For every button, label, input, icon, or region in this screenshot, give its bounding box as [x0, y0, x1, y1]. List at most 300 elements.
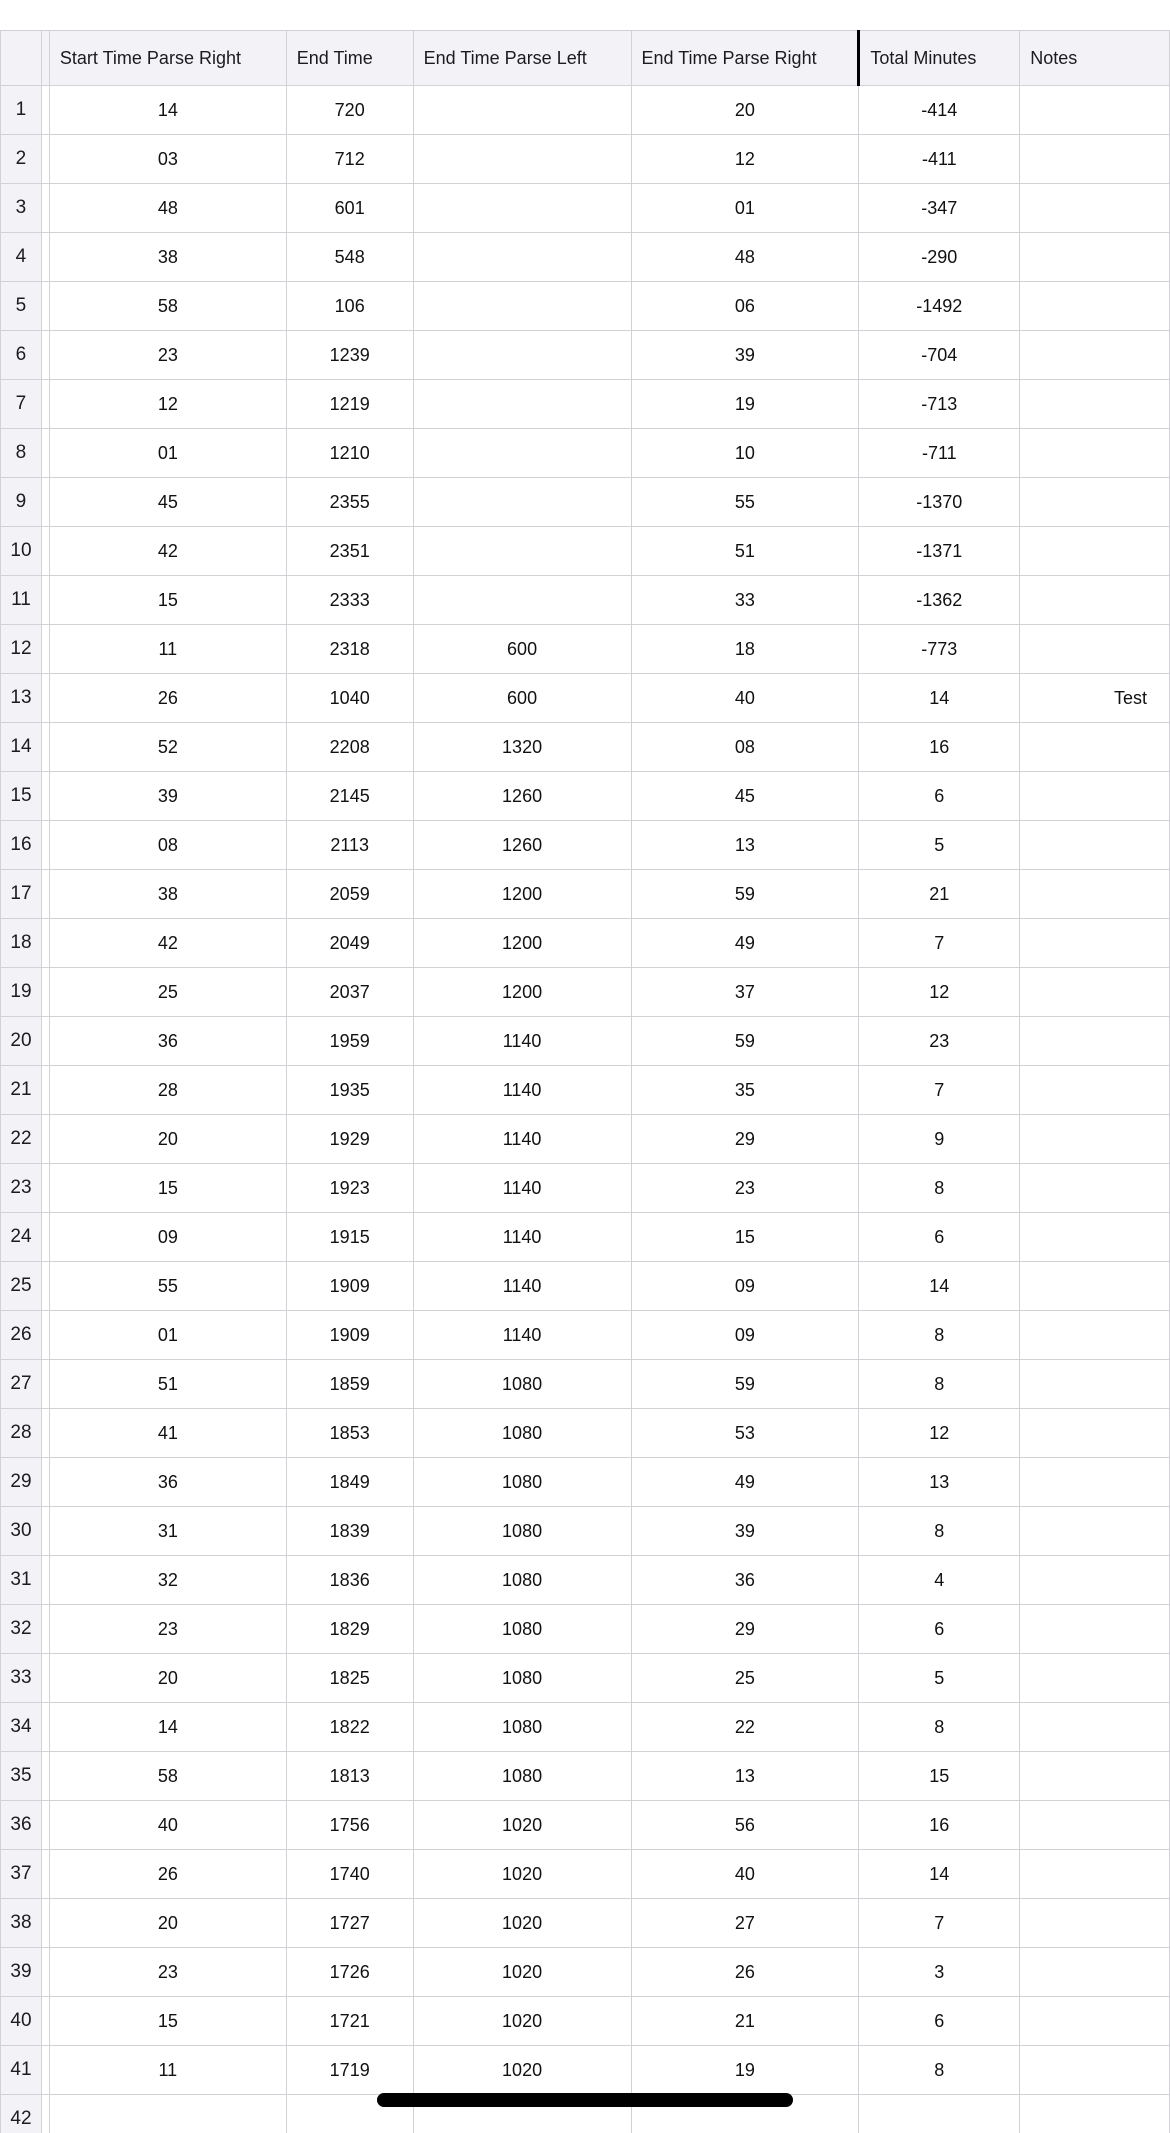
cell-notes[interactable] [1020, 1556, 1170, 1605]
cell-end-time[interactable]: 1959 [286, 1017, 413, 1066]
cell-total-minutes[interactable]: 7 [859, 1066, 1020, 1115]
cell-start-time-parse-right[interactable]: 03 [49, 135, 286, 184]
cell-end-time[interactable]: 1853 [286, 1409, 413, 1458]
cell-notes[interactable] [1020, 380, 1170, 429]
row-header[interactable]: 27 [1, 1360, 42, 1409]
cell-end-time[interactable]: 720 [286, 86, 413, 135]
row-header[interactable]: 16 [1, 821, 42, 870]
cell-notes[interactable] [1020, 1360, 1170, 1409]
table-row[interactable] [1, 1311, 1170, 1360]
cell-notes[interactable] [1020, 1213, 1170, 1262]
cell-end-time-parse-right[interactable]: 21 [631, 1997, 859, 2046]
cell-total-minutes[interactable]: 8 [859, 1507, 1020, 1556]
cell-end-time-parse-right[interactable]: 26 [631, 1948, 859, 1997]
cell-total-minutes[interactable]: 7 [859, 919, 1020, 968]
cell-total-minutes[interactable]: 7 [859, 1899, 1020, 1948]
cell-end-time-parse-right[interactable]: 06 [631, 282, 859, 331]
cell-start-time-parse-right[interactable]: 28 [49, 1066, 286, 1115]
row-header[interactable]: 28 [1, 1409, 42, 1458]
cell-end-time-parse-left[interactable]: 1080 [413, 1360, 631, 1409]
cell-start-time-parse-right[interactable]: 58 [49, 282, 286, 331]
cell-start-time-parse-right[interactable]: 12 [49, 380, 286, 429]
cell-end-time[interactable]: 601 [286, 184, 413, 233]
cell-end-time-parse-right[interactable]: 10 [631, 429, 859, 478]
cell-end-time-parse-right[interactable]: 22 [631, 1703, 859, 1752]
cell-end-time-parse-left[interactable]: 1080 [413, 1654, 631, 1703]
cell-end-time-parse-left[interactable]: 1080 [413, 1703, 631, 1752]
cell-start-time-parse-right[interactable]: 36 [49, 1017, 286, 1066]
cell-end-time-parse-right[interactable]: 19 [631, 2046, 859, 2095]
cell-end-time[interactable]: 1756 [286, 1801, 413, 1850]
table-row[interactable] [1, 772, 1170, 821]
cell-notes[interactable] [1020, 1605, 1170, 1654]
cell-start-time-parse-right[interactable]: 23 [49, 1948, 286, 1997]
cell-end-time-parse-right[interactable]: 09 [631, 1262, 859, 1311]
row-header[interactable]: 22 [1, 1115, 42, 1164]
table-row[interactable] [1, 1997, 1170, 2046]
cell-end-time-parse-left[interactable]: 1020 [413, 1899, 631, 1948]
table-row[interactable] [1, 1213, 1170, 1262]
table-row[interactable] [1, 674, 1170, 723]
cell-end-time-parse-left[interactable] [413, 429, 631, 478]
cell-total-minutes[interactable]: -1371 [859, 527, 1020, 576]
cell-total-minutes[interactable]: 5 [859, 1654, 1020, 1703]
cell-total-minutes[interactable]: 16 [859, 723, 1020, 772]
row-header[interactable]: 24 [1, 1213, 42, 1262]
cell-end-time[interactable]: 548 [286, 233, 413, 282]
cell-notes[interactable]: Test [1020, 674, 1170, 723]
column-header-start-time-parse-right[interactable]: Start Time Parse Right [49, 31, 286, 86]
cell-notes[interactable] [1020, 1507, 1170, 1556]
row-header[interactable]: 9 [1, 478, 42, 527]
cell-start-time-parse-right[interactable]: 55 [49, 1262, 286, 1311]
row-header[interactable]: 33 [1, 1654, 42, 1703]
cell-total-minutes[interactable]: 6 [859, 1213, 1020, 1262]
cell-end-time-parse-left[interactable] [413, 380, 631, 429]
table-row[interactable] [1, 331, 1170, 380]
cell-start-time-parse-right[interactable]: 23 [49, 331, 286, 380]
cell-end-time-parse-left[interactable]: 1080 [413, 1409, 631, 1458]
row-header[interactable]: 4 [1, 233, 42, 282]
cell-start-time-parse-right[interactable]: 38 [49, 870, 286, 919]
cell-end-time-parse-left[interactable]: 1080 [413, 1752, 631, 1801]
table-row[interactable] [1, 2046, 1170, 2095]
cell-start-time-parse-right[interactable]: 20 [49, 1899, 286, 1948]
cell-notes[interactable] [1020, 86, 1170, 135]
table-row[interactable] [1, 1899, 1170, 1948]
cell-total-minutes[interactable]: 5 [859, 821, 1020, 870]
table-row[interactable] [1, 1752, 1170, 1801]
cell-end-time[interactable]: 1813 [286, 1752, 413, 1801]
cell-end-time-parse-right[interactable]: 51 [631, 527, 859, 576]
cell-end-time[interactable]: 2049 [286, 919, 413, 968]
cell-end-time[interactable]: 1822 [286, 1703, 413, 1752]
cell-start-time-parse-right[interactable]: 20 [49, 1654, 286, 1703]
cell-end-time-parse-right[interactable]: 18 [631, 625, 859, 674]
cell-notes[interactable] [1020, 1703, 1170, 1752]
cell-notes[interactable] [1020, 1752, 1170, 1801]
table-row[interactable] [1, 1409, 1170, 1458]
table-row[interactable] [1, 233, 1170, 282]
cell-notes[interactable] [1020, 1164, 1170, 1213]
cell-end-time-parse-left[interactable]: 1200 [413, 870, 631, 919]
cell-notes[interactable] [1020, 1458, 1170, 1507]
cell-total-minutes[interactable]: -411 [859, 135, 1020, 184]
row-header[interactable]: 17 [1, 870, 42, 919]
cell-end-time-parse-right[interactable]: 56 [631, 1801, 859, 1850]
row-header[interactable]: 20 [1, 1017, 42, 1066]
cell-end-time[interactable]: 1726 [286, 1948, 413, 1997]
cell-end-time-parse-left[interactable]: 1140 [413, 1017, 631, 1066]
cell-end-time-parse-right[interactable]: 29 [631, 1115, 859, 1164]
cell-end-time-parse-right[interactable]: 53 [631, 1409, 859, 1458]
cell-total-minutes[interactable]: 15 [859, 1752, 1020, 1801]
row-header[interactable]: 31 [1, 1556, 42, 1605]
row-header[interactable]: 12 [1, 625, 42, 674]
cell-end-time-parse-left[interactable]: 1200 [413, 919, 631, 968]
cell-notes[interactable] [1020, 772, 1170, 821]
select-all-corner[interactable] [1, 31, 42, 86]
cell-total-minutes[interactable]: 8 [859, 1703, 1020, 1752]
cell-notes[interactable] [1020, 821, 1170, 870]
cell-end-time-parse-right[interactable]: 01 [631, 184, 859, 233]
cell-notes[interactable] [1020, 1017, 1170, 1066]
cell-start-time-parse-right[interactable]: 45 [49, 478, 286, 527]
cell-end-time-parse-right[interactable]: 45 [631, 772, 859, 821]
cell-total-minutes[interactable]: -1362 [859, 576, 1020, 625]
cell-end-time[interactable]: 1915 [286, 1213, 413, 1262]
cell-end-time-parse-right[interactable]: 55 [631, 478, 859, 527]
cell-end-time-parse-right[interactable]: 15 [631, 1213, 859, 1262]
row-header[interactable]: 7 [1, 380, 42, 429]
row-header[interactable]: 5 [1, 282, 42, 331]
cell-total-minutes[interactable]: 3 [859, 1948, 1020, 1997]
cell-end-time-parse-right[interactable]: 09 [631, 1311, 859, 1360]
cell-total-minutes[interactable]: 4 [859, 1556, 1020, 1605]
cell-total-minutes[interactable]: -704 [859, 331, 1020, 380]
table-row[interactable] [1, 1066, 1170, 1115]
cell-end-time-parse-right[interactable]: 39 [631, 331, 859, 380]
cell-notes[interactable] [1020, 1850, 1170, 1899]
cell-total-minutes[interactable]: 8 [859, 1360, 1020, 1409]
cell-end-time-parse-right[interactable]: 40 [631, 674, 859, 723]
cell-notes[interactable] [1020, 282, 1170, 331]
cell-total-minutes[interactable]: 14 [859, 1850, 1020, 1899]
cell-end-time[interactable]: 2113 [286, 821, 413, 870]
cell-notes[interactable] [1020, 576, 1170, 625]
cell-start-time-parse-right[interactable]: 15 [49, 1997, 286, 2046]
cell-start-time-parse-right[interactable]: 23 [49, 1605, 286, 1654]
cell-end-time-parse-left[interactable]: 600 [413, 625, 631, 674]
cell-notes[interactable] [1020, 1311, 1170, 1360]
row-header[interactable]: 11 [1, 576, 42, 625]
cell-end-time-parse-left[interactable]: 1080 [413, 1605, 631, 1654]
row-header[interactable]: 2 [1, 135, 42, 184]
row-header[interactable]: 8 [1, 429, 42, 478]
cell-start-time-parse-right[interactable]: 58 [49, 1752, 286, 1801]
table-row[interactable] [1, 1850, 1170, 1899]
cell-end-time-parse-left[interactable]: 1140 [413, 1066, 631, 1115]
cell-end-time-parse-left[interactable]: 1020 [413, 2046, 631, 2095]
cell-end-time[interactable]: 2318 [286, 625, 413, 674]
cell-notes[interactable] [1020, 1115, 1170, 1164]
cell-end-time[interactable]: 2333 [286, 576, 413, 625]
cell-end-time-parse-right[interactable]: 19 [631, 380, 859, 429]
cell-total-minutes[interactable]: -347 [859, 184, 1020, 233]
home-indicator[interactable] [377, 2093, 793, 2107]
cell-end-time[interactable]: 1929 [286, 1115, 413, 1164]
cell-end-time-parse-right[interactable]: 12 [631, 135, 859, 184]
table-row[interactable] [1, 1801, 1170, 1850]
cell-notes[interactable] [1020, 331, 1170, 380]
row-header[interactable]: 26 [1, 1311, 42, 1360]
cell-end-time-parse-left[interactable]: 1200 [413, 968, 631, 1017]
cell-end-time-parse-left[interactable]: 1260 [413, 772, 631, 821]
cell-start-time-parse-right[interactable]: 41 [49, 1409, 286, 1458]
row-header[interactable]: 18 [1, 919, 42, 968]
table-row[interactable] [1, 968, 1170, 1017]
cell-end-time[interactable]: 1727 [286, 1899, 413, 1948]
cell-start-time-parse-right[interactable]: 26 [49, 674, 286, 723]
cell-total-minutes[interactable]: 12 [859, 1409, 1020, 1458]
cell-start-time-parse-right[interactable]: 42 [49, 527, 286, 576]
cell-start-time-parse-right[interactable]: 14 [49, 86, 286, 135]
cell-end-time-parse-left[interactable]: 600 [413, 674, 631, 723]
table-row[interactable] [1, 1262, 1170, 1311]
cell-start-time-parse-right[interactable]: 51 [49, 1360, 286, 1409]
row-header[interactable]: 40 [1, 1997, 42, 2046]
cell-end-time-parse-right[interactable]: 59 [631, 1360, 859, 1409]
table-row[interactable] [1, 1556, 1170, 1605]
cell-start-time-parse-right[interactable]: 08 [49, 821, 286, 870]
column-header-notes[interactable]: Notes [1020, 31, 1170, 86]
cell-end-time[interactable]: 1909 [286, 1311, 413, 1360]
column-header-end-time-parse-right[interactable]: End Time Parse Right [631, 31, 859, 86]
cell-total-minutes[interactable]: -773 [859, 625, 1020, 674]
cell-end-time-parse-left[interactable]: 1020 [413, 1997, 631, 2046]
cell-total-minutes[interactable]: -414 [859, 86, 1020, 135]
row-header[interactable]: 39 [1, 1948, 42, 1997]
cell-notes[interactable] [1020, 1654, 1170, 1703]
table-row[interactable] [1, 135, 1170, 184]
row-header[interactable]: 30 [1, 1507, 42, 1556]
cell-end-time-parse-right[interactable]: 20 [631, 86, 859, 135]
cell-total-minutes[interactable]: -1492 [859, 282, 1020, 331]
cell-total-minutes[interactable]: 23 [859, 1017, 1020, 1066]
cell-notes[interactable] [1020, 2046, 1170, 2095]
row-header[interactable]: 14 [1, 723, 42, 772]
cell-end-time-parse-left[interactable] [413, 184, 631, 233]
table-row[interactable] [1, 1458, 1170, 1507]
cell-start-time-parse-right[interactable]: 15 [49, 1164, 286, 1213]
cell-end-time-parse-right[interactable]: 23 [631, 1164, 859, 1213]
cell-total-minutes[interactable]: -290 [859, 233, 1020, 282]
cell-total-minutes[interactable]: 8 [859, 1311, 1020, 1360]
cell-end-time[interactable]: 2351 [286, 527, 413, 576]
cell-end-time-parse-right[interactable]: 25 [631, 1654, 859, 1703]
cell-total-minutes[interactable]: 6 [859, 772, 1020, 821]
cell-start-time-parse-right[interactable]: 52 [49, 723, 286, 772]
cell-end-time[interactable]: 1825 [286, 1654, 413, 1703]
table-row[interactable] [1, 919, 1170, 968]
table-row[interactable] [1, 723, 1170, 772]
row-header[interactable]: 13 [1, 674, 42, 723]
row-header[interactable]: 37 [1, 1850, 42, 1899]
cell-end-time-parse-left[interactable]: 1320 [413, 723, 631, 772]
cell-end-time[interactable]: 2059 [286, 870, 413, 919]
cell-end-time-parse-left[interactable]: 1140 [413, 1262, 631, 1311]
cell-start-time-parse-right[interactable]: 01 [49, 429, 286, 478]
cell-total-minutes[interactable]: 14 [859, 1262, 1020, 1311]
cell-start-time-parse-right[interactable]: 14 [49, 1703, 286, 1752]
cell-end-time-parse-right[interactable]: 49 [631, 919, 859, 968]
table-row[interactable] [1, 625, 1170, 674]
cell-total-minutes[interactable]: 8 [859, 1164, 1020, 1213]
cell-notes[interactable] [1020, 184, 1170, 233]
row-header[interactable]: 19 [1, 968, 42, 1017]
cell-total-minutes[interactable]: 16 [859, 1801, 1020, 1850]
cell-end-time-parse-right[interactable]: 39 [631, 1507, 859, 1556]
cell-end-time-parse-left[interactable]: 1020 [413, 1850, 631, 1899]
cell-start-time-parse-right[interactable]: 40 [49, 1801, 286, 1850]
cell-end-time-parse-left[interactable]: 1020 [413, 1801, 631, 1850]
cell-end-time-parse-left[interactable]: 1140 [413, 1213, 631, 1262]
cell-start-time-parse-right[interactable]: 09 [49, 1213, 286, 1262]
cell-end-time[interactable]: 2208 [286, 723, 413, 772]
cell-end-time[interactable]: 1839 [286, 1507, 413, 1556]
cell-end-time-parse-left[interactable]: 1140 [413, 1311, 631, 1360]
cell-end-time[interactable]: 1740 [286, 1850, 413, 1899]
cell-notes[interactable] [1020, 870, 1170, 919]
table-row[interactable] [1, 1017, 1170, 1066]
cell-start-time-parse-right[interactable] [49, 2095, 286, 2133]
cell-notes[interactable] [1020, 1948, 1170, 1997]
cell-start-time-parse-right[interactable]: 42 [49, 919, 286, 968]
row-header[interactable]: 6 [1, 331, 42, 380]
cell-end-time-parse-left[interactable] [413, 86, 631, 135]
cell-notes[interactable] [1020, 233, 1170, 282]
cell-notes[interactable] [1020, 478, 1170, 527]
table-row[interactable] [1, 1605, 1170, 1654]
row-header[interactable]: 35 [1, 1752, 42, 1801]
cell-end-time-parse-right[interactable]: 36 [631, 1556, 859, 1605]
cell-end-time-parse-right[interactable]: 49 [631, 1458, 859, 1507]
row-header[interactable]: 3 [1, 184, 42, 233]
cell-end-time[interactable]: 2355 [286, 478, 413, 527]
cell-total-minutes[interactable]: 13 [859, 1458, 1020, 1507]
row-header[interactable]: 15 [1, 772, 42, 821]
cell-end-time-parse-left[interactable] [413, 527, 631, 576]
table-row[interactable] [1, 527, 1170, 576]
table-row[interactable] [1, 1164, 1170, 1213]
cell-end-time-parse-left[interactable]: 1080 [413, 1458, 631, 1507]
cell-total-minutes[interactable] [859, 2095, 1020, 2133]
cell-end-time-parse-left[interactable] [413, 135, 631, 184]
cell-notes[interactable] [1020, 625, 1170, 674]
cell-end-time-parse-left[interactable] [413, 576, 631, 625]
row-header[interactable]: 29 [1, 1458, 42, 1507]
cell-notes[interactable] [1020, 968, 1170, 1017]
table-row[interactable] [1, 429, 1170, 478]
table-row[interactable] [1, 1115, 1170, 1164]
cell-end-time-parse-right[interactable]: 08 [631, 723, 859, 772]
cell-total-minutes[interactable]: 6 [859, 1997, 1020, 2046]
cell-end-time[interactable]: 1859 [286, 1360, 413, 1409]
cell-notes[interactable] [1020, 1066, 1170, 1115]
cell-start-time-parse-right[interactable]: 32 [49, 1556, 286, 1605]
cell-total-minutes[interactable]: 9 [859, 1115, 1020, 1164]
cell-end-time-parse-left[interactable]: 1140 [413, 1164, 631, 1213]
table-row[interactable] [1, 86, 1170, 135]
cell-notes[interactable] [1020, 527, 1170, 576]
table-row[interactable] [1, 380, 1170, 429]
row-header[interactable]: 21 [1, 1066, 42, 1115]
cell-end-time-parse-right[interactable]: 13 [631, 821, 859, 870]
table-row[interactable] [1, 1360, 1170, 1409]
row-header[interactable]: 23 [1, 1164, 42, 1213]
cell-start-time-parse-right[interactable]: 31 [49, 1507, 286, 1556]
cell-total-minutes[interactable]: 6 [859, 1605, 1020, 1654]
cell-end-time-parse-right[interactable]: 35 [631, 1066, 859, 1115]
row-header[interactable]: 38 [1, 1899, 42, 1948]
cell-end-time-parse-right[interactable]: 59 [631, 1017, 859, 1066]
cell-end-time-parse-left[interactable]: 1080 [413, 1507, 631, 1556]
cell-end-time[interactable]: 1829 [286, 1605, 413, 1654]
cell-end-time-parse-right[interactable]: 13 [631, 1752, 859, 1801]
cell-start-time-parse-right[interactable]: 25 [49, 968, 286, 1017]
cell-end-time-parse-left[interactable]: 1140 [413, 1115, 631, 1164]
row-header[interactable]: 1 [1, 86, 42, 135]
cell-notes[interactable] [1020, 919, 1170, 968]
cell-end-time-parse-right[interactable]: 33 [631, 576, 859, 625]
cell-start-time-parse-right[interactable]: 48 [49, 184, 286, 233]
cell-end-time-parse-left[interactable]: 1020 [413, 1948, 631, 1997]
cell-total-minutes[interactable]: 21 [859, 870, 1020, 919]
cell-notes[interactable] [1020, 1801, 1170, 1850]
row-header[interactable]: 10 [1, 527, 42, 576]
cell-end-time-parse-right[interactable]: 37 [631, 968, 859, 1017]
cell-end-time[interactable]: 1836 [286, 1556, 413, 1605]
table-row[interactable] [1, 478, 1170, 527]
column-header-total-minutes[interactable]: Total Minutes [859, 31, 1020, 86]
cell-end-time-parse-right[interactable]: 29 [631, 1605, 859, 1654]
row-header[interactable]: 42 [1, 2095, 42, 2133]
row-header[interactable]: 32 [1, 1605, 42, 1654]
row-header[interactable]: 36 [1, 1801, 42, 1850]
cell-start-time-parse-right[interactable]: 26 [49, 1850, 286, 1899]
cell-end-time-parse-left[interactable] [413, 478, 631, 527]
table-row[interactable] [1, 184, 1170, 233]
cell-end-time[interactable]: 1849 [286, 1458, 413, 1507]
cell-end-time[interactable]: 1219 [286, 380, 413, 429]
cell-notes[interactable] [1020, 1997, 1170, 2046]
cell-end-time[interactable]: 1239 [286, 331, 413, 380]
cell-total-minutes[interactable]: 14 [859, 674, 1020, 723]
table-row[interactable] [1, 1507, 1170, 1556]
table-row[interactable] [1, 1948, 1170, 1997]
cell-notes[interactable] [1020, 135, 1170, 184]
cell-total-minutes[interactable]: 12 [859, 968, 1020, 1017]
cell-notes[interactable] [1020, 2095, 1170, 2133]
cell-end-time[interactable]: 106 [286, 282, 413, 331]
cell-end-time[interactable]: 2145 [286, 772, 413, 821]
cell-end-time[interactable]: 1721 [286, 1997, 413, 2046]
cell-notes[interactable] [1020, 1262, 1170, 1311]
cell-total-minutes[interactable]: -711 [859, 429, 1020, 478]
cell-end-time[interactable]: 712 [286, 135, 413, 184]
cell-end-time-parse-left[interactable]: 1080 [413, 1556, 631, 1605]
cell-end-time-parse-left[interactable] [413, 233, 631, 282]
